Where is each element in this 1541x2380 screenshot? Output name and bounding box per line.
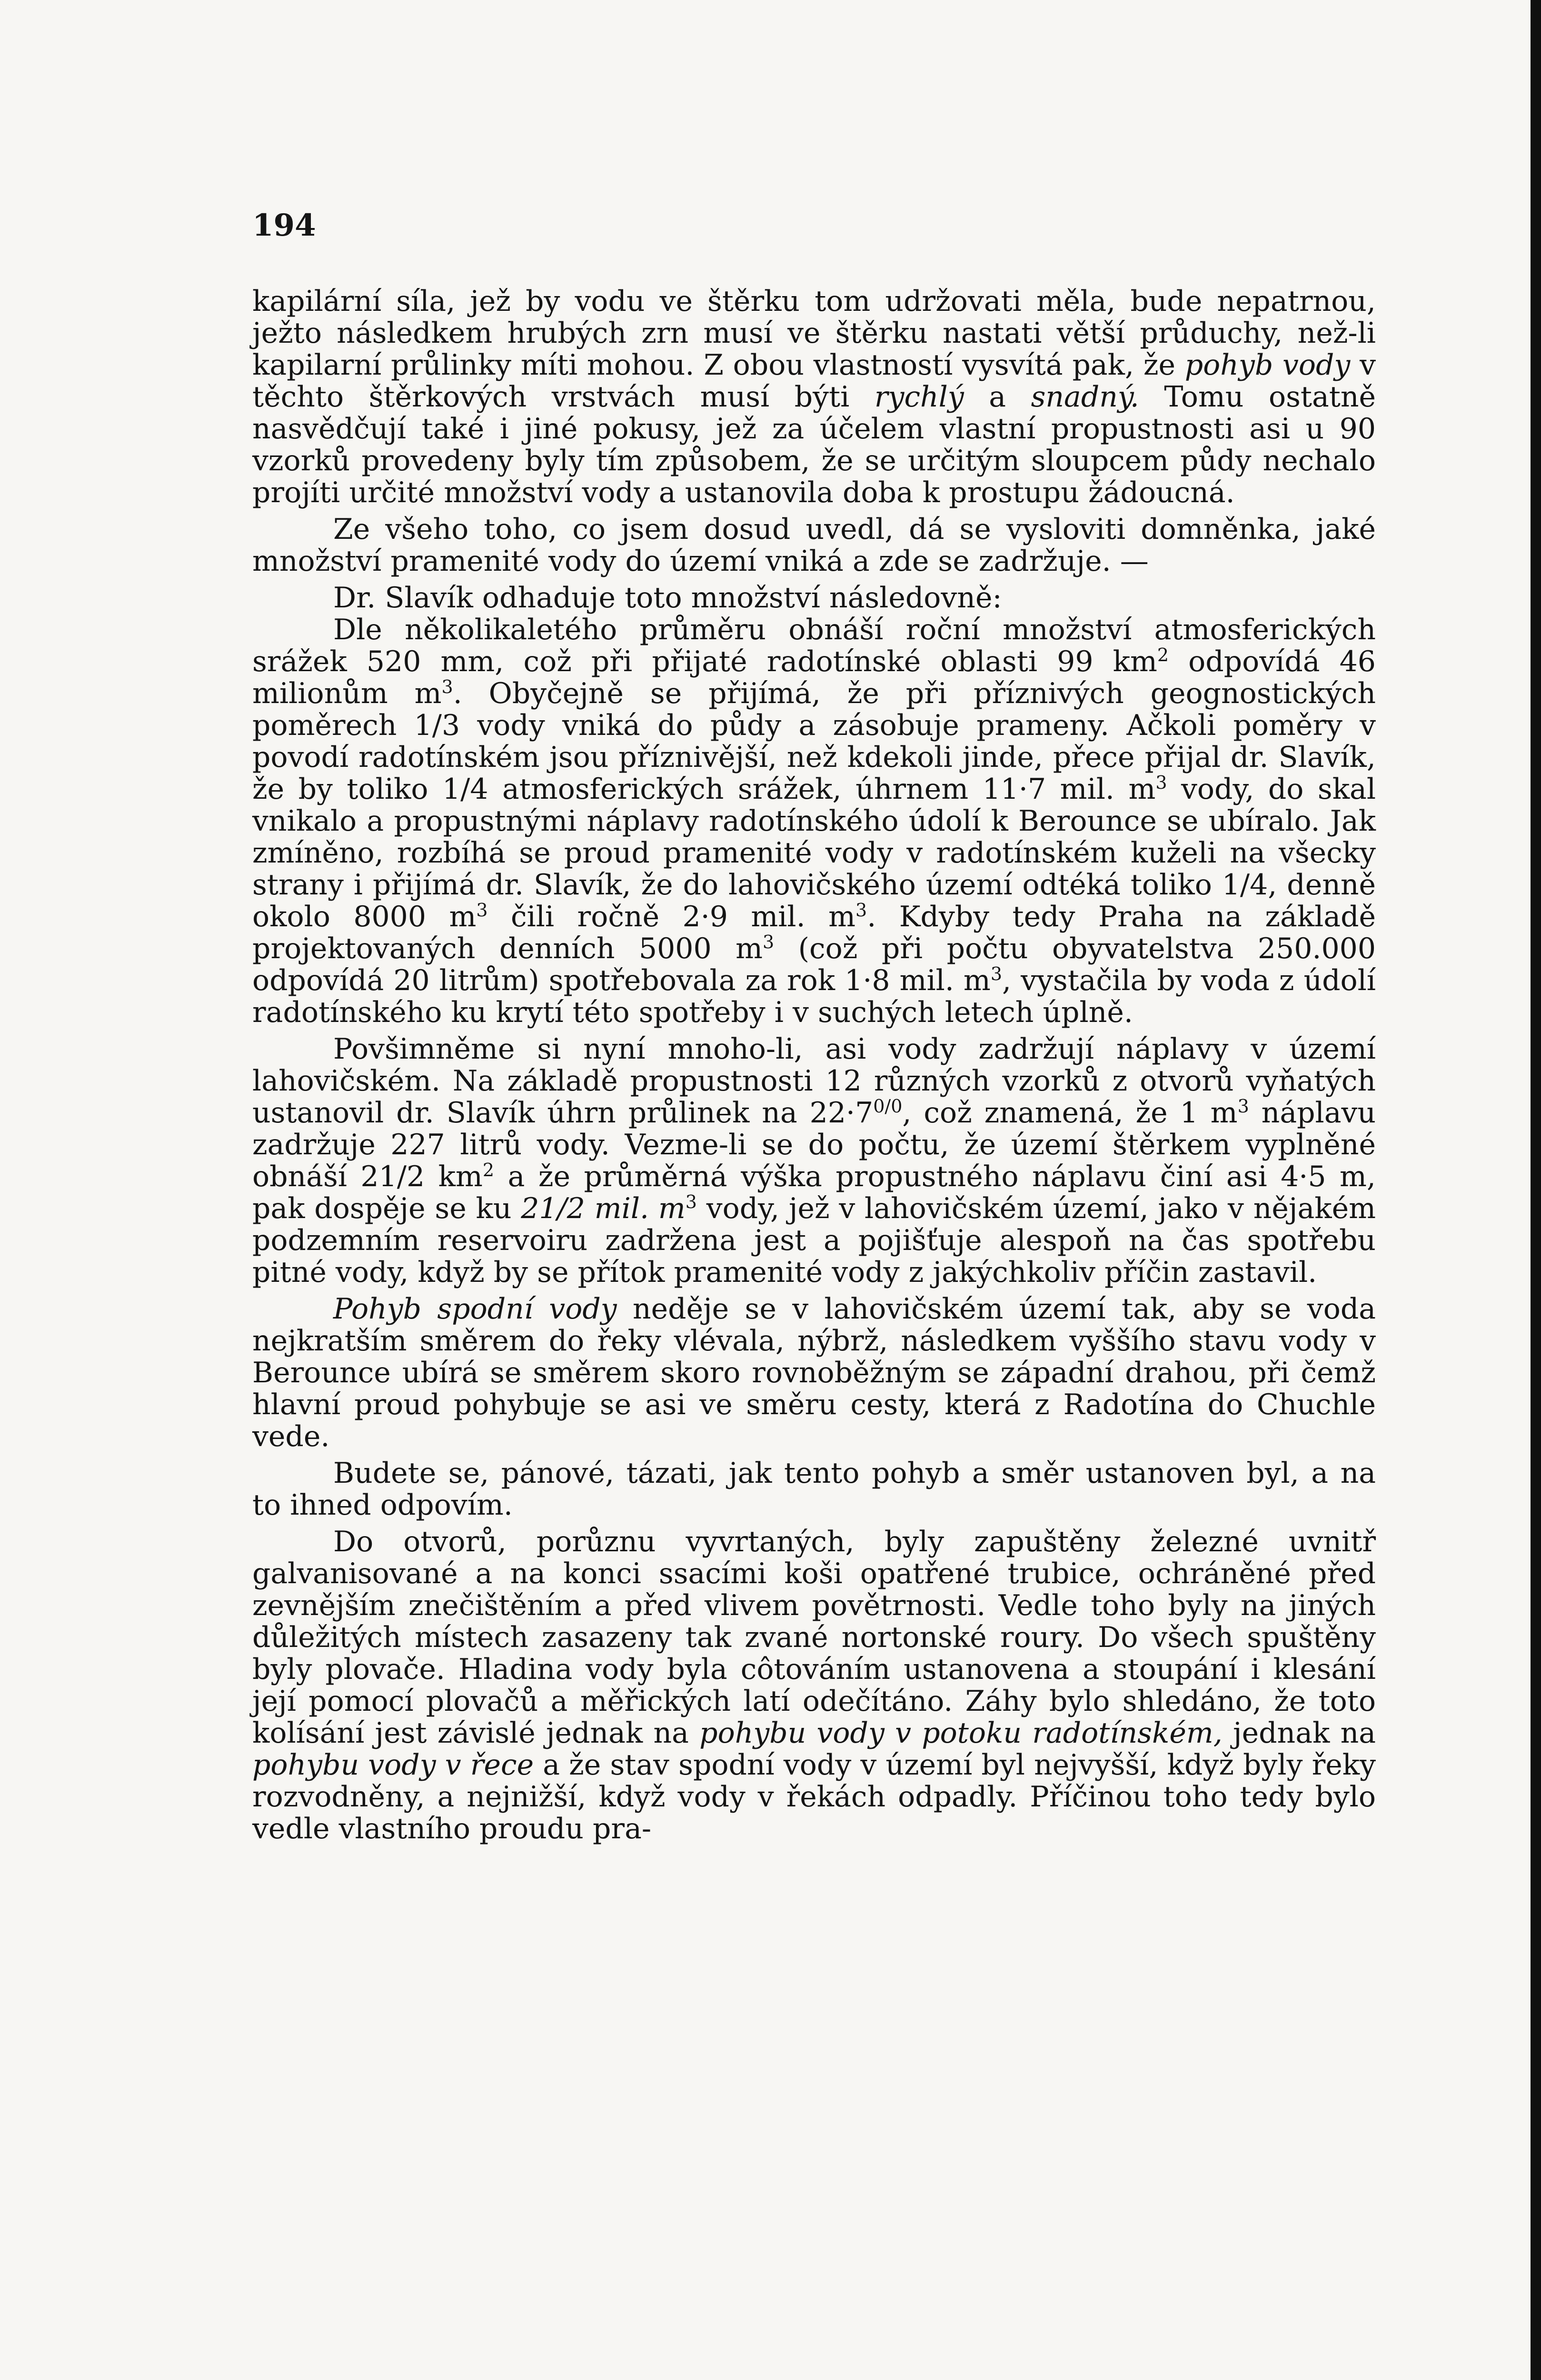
page-number: 194 — [252, 208, 316, 243]
body-text — [252, 286, 1376, 1845]
paragraph-4: Dle několikaletého průměru obnáší roční množství atmosferických srážek 520 mm, což při přijaté radotínské oblasti 99 $km^2$ odpovídá 46 milionům $m^3$. Obyčejně se přijímá, že při příznivých geognostických poměrech 1/3 vody vniká do půdy a zásobuje prameny. Ačkoli poměry v povodí radotínském jsou příznivější, než kdekoli jinde, přece přijal dr. Slavík, že by toliko 1/4 atmosferických srážek, úhrnem 11·7 mil. $m^3$ vody, do skal vnikalo a propustnými náplavy radotínského údolí k Berounce se ubíralo. Jak zmíněno, rozbíhá se proud pramenité vody v radotínském kuželi na všecky strany i přijímá dr. Slavík, že do lahovičského území odtéká toliko 1/4, denně okolo 8000 $m^3$ čili ročně 2·9 mil. $m^3$. Kdyby tedy Praha na základě projektovaných denních 5000 $m^3$ (což při počtu obyvatelstva 250.000 odpovídá 20 litrům) spotřebovala za rok 1·8 mil. $m^3$, vystačila by voda z údolí radotínského ku krytí této spotřeby i v suchých letech úplně. — [252, 613, 1376, 1029]
paragraph-1: kapilární síla, jež by vodu ve štěrku tom udržovati měla, bude nepatrnou, ježto následkem hrubých zrn musí ve štěrku nastati větší průduchy, než-li kapilarní průlinky míti mohou. Z obou vlastností vysvítá pak, že pohyb vody v těchto štěrkových vrstvách musí býti rychlý a snadný. Tomu ostatně nasvědčují také i jiné pokusy, jež za účelem vlastní propustnosti asi u 90 vzorků provedeny byly tím způsobem, že se určitým sloupcem půdy nechalo projíti určité množství vody a ustanovila doba k prostupu žádoucná. — [252, 285, 1376, 509]
paragraph-7: Budete se, pánové, tázati, jak tento pohyb a směr ustanoven byl, a na to ihned odpovím. — [252, 1457, 1376, 1522]
paragraph-8: Do otvorů, porůznu vyvrtaných, byly zapuštěny železné uvnitř galvanisované a na konci ssacími koši opatřené trubice, ochráněné před zevnějším znečištěním a před vlivem povětrnosti. Vedle toho byly na jiných důležitých místech zasazeny tak zvané nortonské roury. Do všech spuštěny byly plovače. Hladina vody byla côtováním ustanovena a stoupání i klesání její pomocí plovačů a měřických latí odečítáno. Záhy bylo shledáno, že toto kolísání jest závislé jednak na pohybu vody v potoku radotínském, jednak na pohybu vody v řece a že stav spodní vody v území byl nejvyšší, když byly řeky rozvodněny, a nejnižší, když vody v řekách odpadly. Příčinou toho tedy bylo vedle vlastního proudu pra- — [252, 1525, 1376, 1845]
paragraph-3: Dr. Slavík odhaduje toto množství následovně: — [333, 581, 1002, 615]
paragraph-6: Pohyb spodní vody neděje se v lahovičském území tak, aby se voda nejkratším směrem do řeky vlévala, nýbrž, následkem vyššího stavu vody v Berounce ubírá se směrem skoro rovnoběžným se západní drahou, při čemž hlavní proud pohybuje se asi ve směru cesty, která z Radotína do Chuchle vede. — [252, 1292, 1376, 1453]
scan-edge-right — [1531, 0, 1541, 2380]
paragraph-5: Povšimněme si nyní mnoho-li, asi vody zadržují náplavy v území lahovičském. Na základě propustnosti 12 různých vzorků z otvorů vyňatých ustanovil dr. Slavík úhrn průlinek na $22\cdot 7^{0/0}$, což znamená, že 1 $m^3$ náplavu zadržuje 227 litrů vody. Vezme-li se do počtu, že území štěrkem vyplněné obnáší 21/2 $km^2$ a že průměrná výška propustného náplavu činí asi 4·5 m, pak dospěje se ku 21/2 mil. $m^3$ vody, jež v lahovičském území, jako v nějakém podzemním reservoiru zadržena jest a pojišťuje alespoň na čas spotřebu pitné vody, když by se přítok pramenité vody z jakýchkoliv příčin zastavil. — [252, 1032, 1376, 1289]
paragraph-2: Ze všeho toho, co jsem dosud uvedl, dá se vysloviti domněnka, jaké množství pramenité vody do území vniká a zde se zadržuje. — — [252, 513, 1376, 578]
